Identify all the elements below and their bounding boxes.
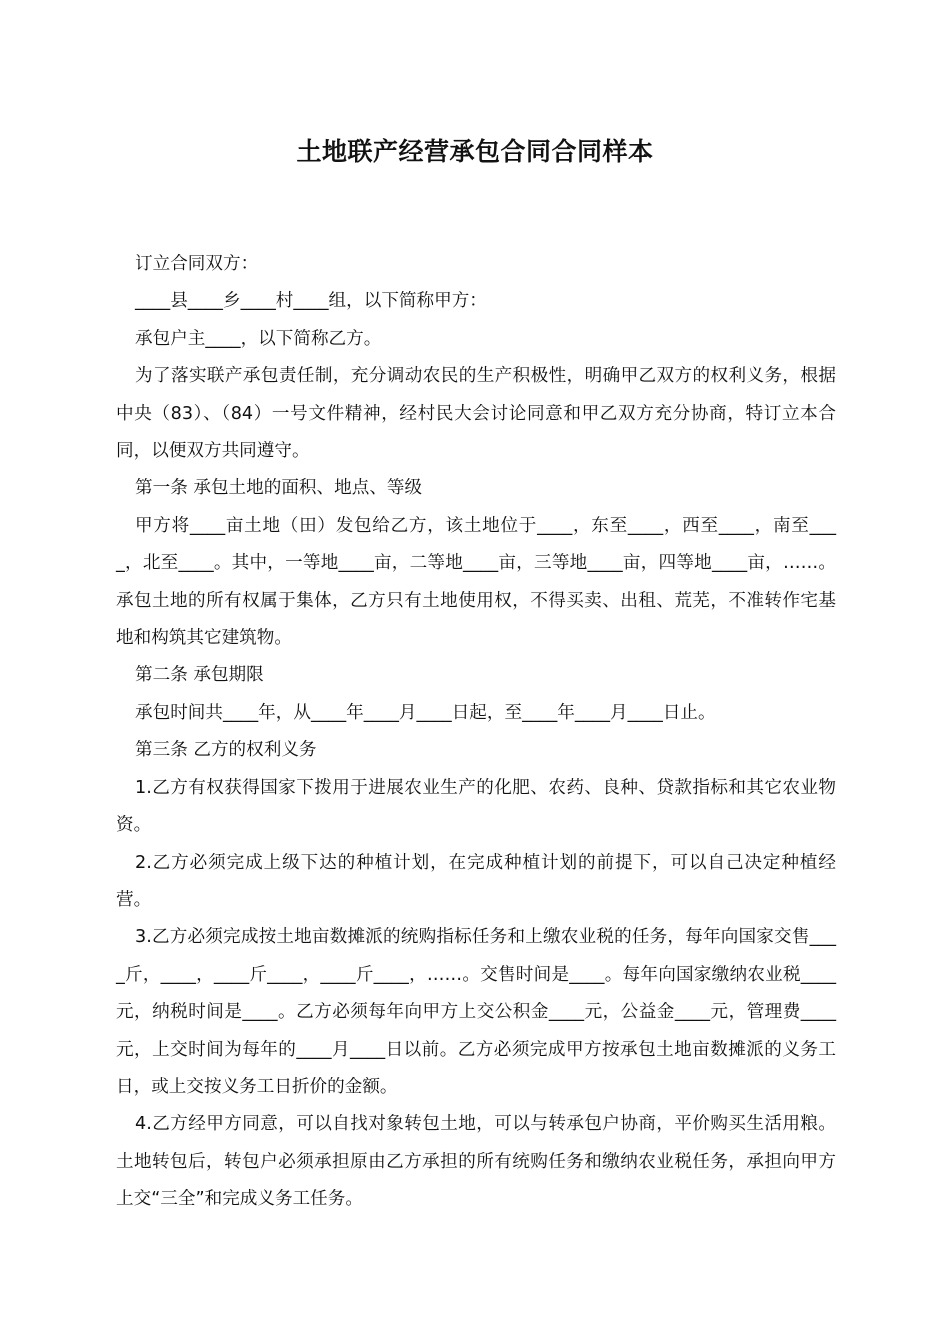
article-3-item-4: 4.乙方经甲方同意，可以自找对象转包土地，可以与转承包户协商，平价购买生活用粮。土地转包后，转包户必须承担原由乙方承担的所有统购任务和缴纳农业税任务，承担向甲方上交“三全”和完成义务工任务。 [116,1114,836,1210]
article-1-body: 甲方将____亩土地（田）发包给乙方，该土地位于____，东至____，西至____，南至____，北至____。其中，一等地____亩，二等地____亩，三等地____亩，四等地____亩，……。承包土地的所有权属于集体，乙方只有土地使用权，不得买卖、出租、荒芜，不准转作宅基地和构筑其它建筑物。 [116,515,836,649]
article-1-heading: 第一条 承包土地的面积、地点、等级 [135,478,423,499]
paragraph-parties-heading: 订立合同双方： [135,254,259,274]
article-3-item-2: 2.乙方必须完成上级下达的种植计划，在完成种植计划的前提下，可以自己决定种植经营。 [116,852,836,910]
document-title: 土地联产经营承包合同合同样本 [296,137,654,166]
article-3-item-3: 3.乙方必须完成按土地亩数摊派的统购指标任务和上缴农业税的任务，每年向国家交售____斤，____，____斤____，____斤____，……。交售时间是____。每年向国家缴纳农业税____元，纳税时间是____。乙方必须每年向甲方上交公积金____元，公益金____元，管理费____元，上交时间为每年的____月____日以前。乙方必须完成甲方按承包土地亩数摊派的义务工日，或上交按义务工日折价的金额。 [116,927,836,1097]
article-3-item-1: 1.乙方有权获得国家下拨用于进展农业生产的化肥、农药、良种、贷款指标和其它农业物资。 [116,777,836,836]
paragraph-party-a: ____县____乡____村____组，以下简称甲方： [135,291,487,312]
article-2-heading: 第二条 承包期限 [135,665,264,686]
article-3-heading: 第三条 乙方的权利义务 [135,740,317,761]
paragraph-party-b: 承包户主____，以下简称乙方。 [135,328,382,349]
article-2-body: 承包时间共____年，从____年____月____日起，至____年____月____日止。 [135,702,716,723]
paragraph-preamble: 为了落实联产承包责任制，充分调动农民的生产积极性，明确甲乙双方的权利义务，根据中央（83）、（84）一号文件精神，经村民大会讨论同意和甲乙双方充分协商，特订立本合同，以便双方共同遵守。 [116,366,836,462]
document-body [116,246,836,1219]
